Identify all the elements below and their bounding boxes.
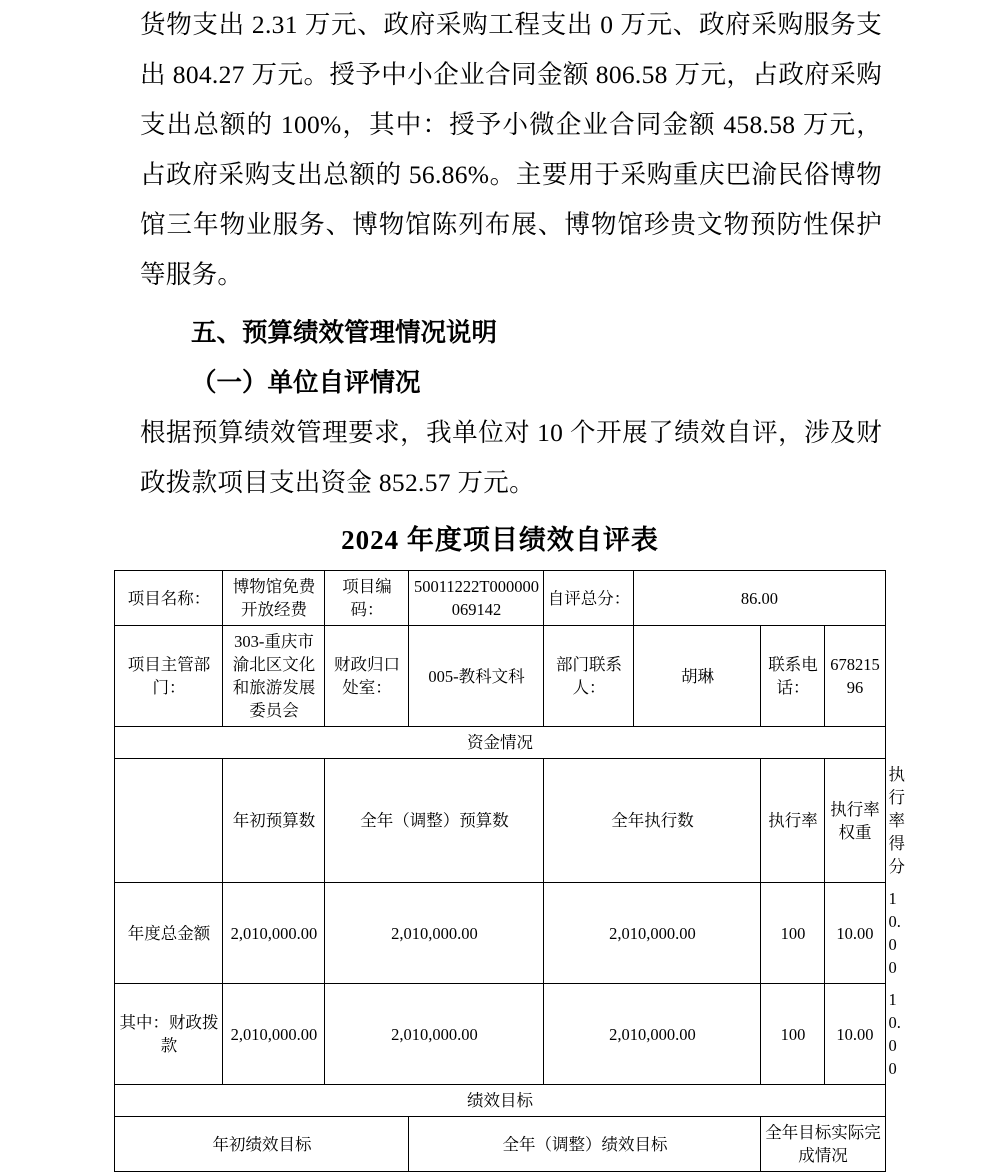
cell-finance-office-label: 财政归口处室：: [325, 626, 409, 727]
cell-fund-row0-v4: 10.00: [825, 883, 885, 984]
table-header-row: 年初预算数 全年（调整）预算数 全年执行数 执行率 执行率权重 执行率得分: [115, 759, 885, 883]
cell-goal-header-0: 年初绩效目标: [115, 1117, 409, 1172]
cell-total-score-value: 86.00: [634, 571, 885, 626]
cell-goal-header-2: 全年目标实际完成情况: [761, 1117, 885, 1172]
cell-project-name-label: 项目名称：: [115, 571, 223, 626]
cell-section-goals: 绩效目标: [115, 1085, 885, 1117]
table-row: 其中：财政拨款 2,010,000.00 2,010,000.00 2,010,000.00 100 10.00 10.00: [115, 984, 885, 1085]
paragraph-block: [0, 0, 1000, 300]
cell-fund-row1-v1: 2,010,000.00: [325, 984, 544, 1085]
cell-fund-row0-v0: 2,010,000.00: [223, 883, 325, 984]
section-heading: 五、预算绩效管理情况说明: [191, 319, 498, 347]
table-title: 2024 年度项目绩效自评表: [341, 525, 659, 555]
cell-phone-value: 67821596: [825, 626, 885, 727]
cell-fund-row0-v3: 100: [761, 883, 825, 984]
cell-fund-header-3: 全年执行数: [544, 759, 761, 883]
performance-self-evaluation-table: [114, 570, 905, 1172]
table-row: [115, 571, 885, 626]
cell-department-label: 项目主管部门：: [115, 626, 223, 727]
paragraph-1: 货物支出 2.31 万元、政府采购工程支出 0 万元、政府采购服务支出 804.27 万元。授予中小企业合同金额 806.58 万元，占政府采购支出总额的 100%，其中：授予小微企业合同金额 458.58 万元，占政府采购支出总额的 56.86%。主要用于采购重庆巴渝民俗博物馆三年物业服务、博物馆陈列布展、博物馆珍贵文物预防性保护等服务。: [140, 10, 882, 289]
cell-total-score-label: 自评总分：: [544, 571, 634, 626]
table-section-row: [115, 727, 885, 759]
cell-contact-label: 部门联系人：: [544, 626, 634, 727]
cell-section-funds: 资金情况: [115, 727, 885, 759]
cell-fund-header-2: 全年（调整）预算数: [325, 759, 544, 883]
cell-fund-row1-v4: 10.00: [825, 984, 885, 1085]
table-row: 年度总金额 2,010,000.00 2,010,000.00 2,010,000.00 100 10.00 10.00: [115, 883, 885, 984]
cell-fund-row1-v2: 2,010,000.00: [544, 984, 761, 1085]
cell-fund-header-4: 执行率: [761, 759, 825, 883]
section-subheading: （一）单位自评情况: [191, 368, 421, 397]
table-row: [115, 626, 885, 727]
table-header-row: [115, 1117, 885, 1172]
cell-fund-row1-v3: 100: [761, 984, 825, 1085]
paragraph-2: 根据预算绩效管理要求，我单位对 10 个开展了绩效自评，涉及财政拨款项目支出资金 852.57 万元。: [140, 418, 882, 497]
cell-goal-header-1: 全年（调整）绩效目标: [409, 1117, 761, 1172]
cell-project-code-label: 项目编码：: [325, 571, 409, 626]
cell-project-name-value: 博物馆免费开放经费: [223, 571, 325, 626]
cell-fund-row1-v0: 2,010,000.00: [223, 984, 325, 1085]
cell-contact-value: 胡琳: [634, 626, 761, 727]
cell-fund-header-0: [115, 759, 223, 883]
cell-department-value: 303-重庆市渝北区文化和旅游发展委员会: [223, 626, 325, 727]
cell-phone-label: 联系电话：: [761, 626, 825, 727]
cell-fund-row0-label: 年度总金额: [115, 883, 223, 984]
cell-fund-header-1: 年初预算数: [223, 759, 325, 883]
table-section-row: [115, 1085, 885, 1117]
cell-fund-row0-v1: 2,010,000.00: [325, 883, 544, 984]
cell-project-code-value: 50011222T000000069142: [409, 571, 544, 626]
paragraph-block-2: [0, 408, 1000, 508]
cell-fund-row1-label: 其中：财政拨款: [115, 984, 223, 1085]
cell-finance-office-value: 005-教科文科: [409, 626, 544, 727]
cell-fund-header-5: 执行率权重: [825, 759, 885, 883]
cell-fund-row0-v2: 2,010,000.00: [544, 883, 761, 984]
